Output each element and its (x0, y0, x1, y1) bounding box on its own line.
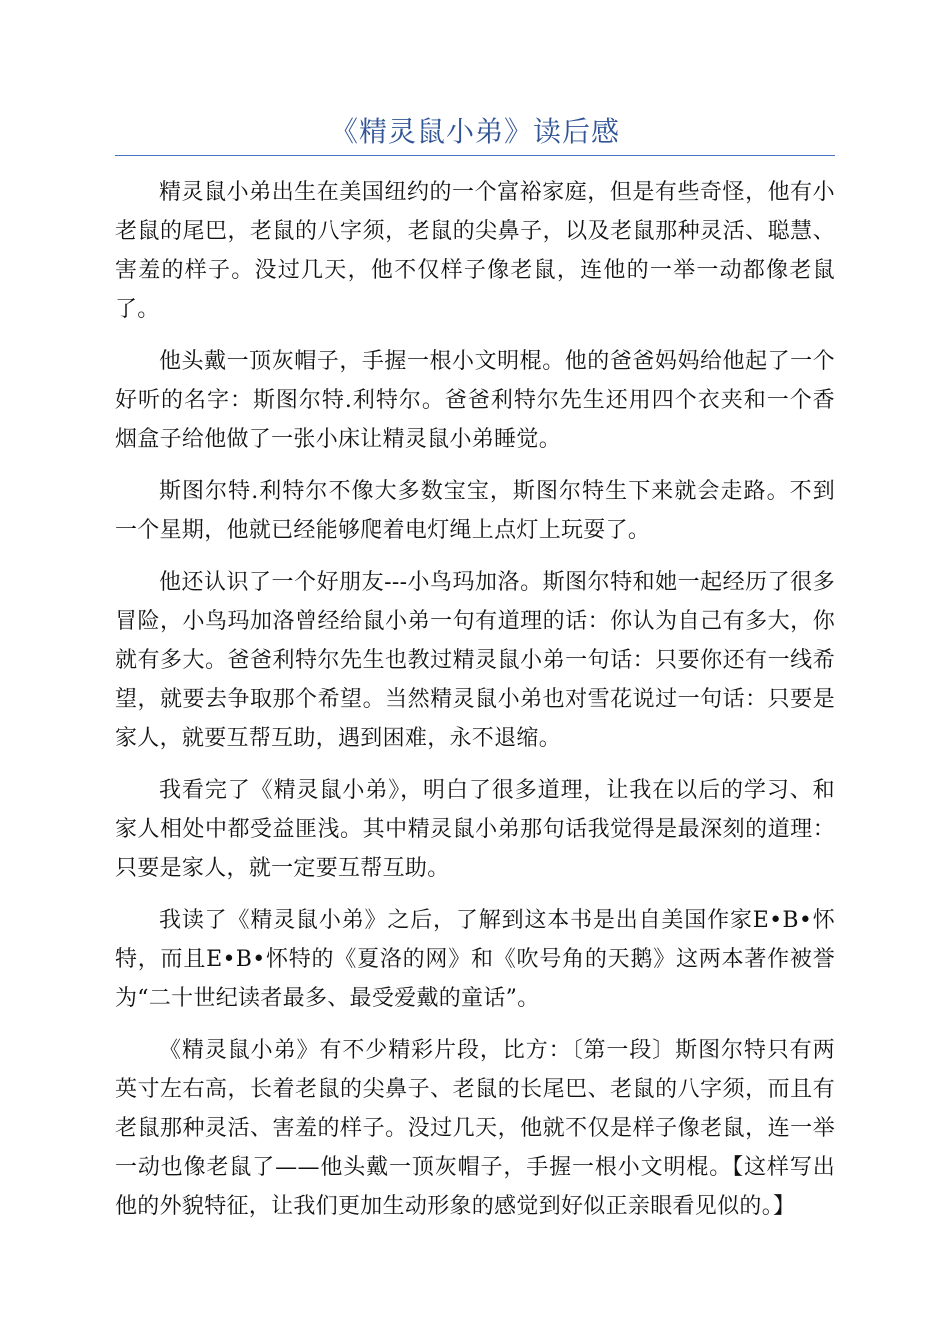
paragraph-3: 斯图尔特.利特尔不像大多数宝宝，斯图尔特生下来就会走路。不到一个星期，他就已经能够爬着电灯绳上点灯上玩耍了。 (115, 479, 835, 543)
paragraph-7: 《精灵鼠小弟》有不少精彩片段，比方：〔第一段〕斯图尔特只有两英寸左右高，长着老鼠的尖鼻子、老鼠的长尾巴、老鼠的八字须，而且有老鼠那种灵活、害羞的样子。没过几天，他就不仅是样子像老鼠，连一举一动也像老鼠了——他头戴一顶灰帽子，手握一根小文明棍。【这样写出他的外貌特征，让我们更加生动形象的感觉到好似正亲眼看见似的。】 (115, 1038, 835, 1219)
paragraph-6: 我读了《精灵鼠小弟》之后，了解到这本书是出自美国作家E•B•怀特，而且E•B•怀特的《夏洛的网》和《吹号角的天鹅》这两本著作被誉为“二十世纪读者最多、最受爱戴的童话”。 (115, 908, 835, 1011)
title-underline (115, 155, 835, 156)
paragraph-4: 他还认识了一个好朋友---小鸟玛加洛。斯图尔特和她一起经历了很多冒险，小鸟玛加洛曾经给鼠小弟一句有道理的话：你认为自己有多大，你就有多大。爸爸利特尔先生也教过精灵鼠小弟一句话：只要你还有一线希望，就要去争取那个希望。当然精灵鼠小弟也对雪花说过一句话：只要是家人，就要互帮互助，遇到困难，永不退缩。 (115, 570, 835, 751)
document-title: 《精灵鼠小弟》读后感 (329, 115, 620, 148)
paragraph-5: 我看完了《精灵鼠小弟》，明白了很多道理，让我在以后的学习、和家人相处中都受益匪浅。其中精灵鼠小弟那句话我觉得是最深刻的道理：只要是家人，就一定要互帮互助。 (115, 778, 835, 881)
paragraph-2: 他头戴一顶灰帽子，手握一根小文明棍。他的爸爸妈妈给他起了一个好听的名字：斯图尔特.利特尔。爸爸利特尔先生还用四个衣夹和一个香烟盒子给他做了一张小床让精灵鼠小弟睡觉。 (115, 349, 835, 452)
document-body (115, 173, 835, 1239)
paragraph-1: 精灵鼠小弟出生在美国纽约的一个富裕家庭，但是有些奇怪，他有小老鼠的尾巴，老鼠的八字须，老鼠的尖鼻子，以及老鼠那种灵活、聪慧、害羞的样子。没过几天，他不仅样子像老鼠，连他的一举一动都像老鼠了。 (115, 180, 835, 322)
